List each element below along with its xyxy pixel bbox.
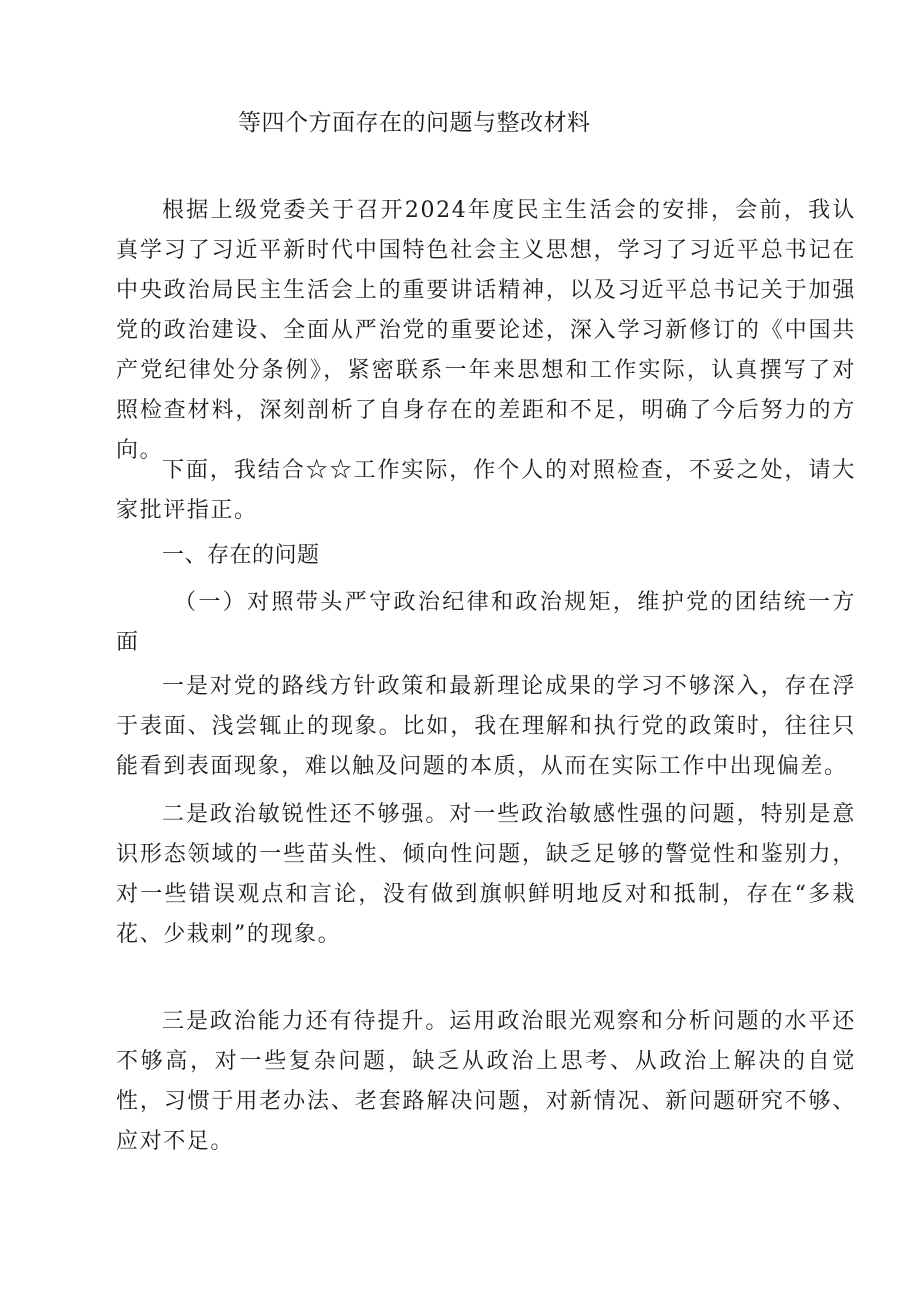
problem-item-2: 二是政治敏锐性还不够强。对一些政治敏感性强的问题，特别是意识形态领域的一些苗头性、倾向性问题，缺乏足够的警觉性和鉴别力，对一些错误观点和言论，没有做到旗帜鲜明地反对和抵制，存在“多栽花、少栽刺”的现象。 (116, 802, 856, 947)
problem-item-1: 一是对党的路线方针政策和最新理论成果的学习不够深入，存在浮于表面、浅尝辄止的现象。比如，我在理解和执行党的政策时，往往只能看到表面现象，难以触及问题的本质，从而在实际工作中出现偏差。 (116, 674, 856, 779)
statement-paragraph: 下面，我结合☆☆工作实际，作个人的对照检查，不妥之处，请大家批评指正。 (116, 458, 856, 523)
intro-paragraph: 根据上级党委关于召开2024年度民主生活会的安排，会前，我认真学习了习近平新时代中国特色社会主义思想，学习了习近平总书记在中央政治局民主生活会上的重要讲话精神，以及习近平总书记关于加强党的政治建设、全面从严治党的重要论述，深入学习新修订的《中国共产党纪律处分条例》，紧密联系一年来思想和工作实际，认真撰写了对照检查材料，深刻剖析了自身存在的差距和不足，明确了今后努力的方向。 (116, 198, 856, 463)
document-title: 等四个方面存在的问题与整改材料 (238, 110, 591, 136)
section-heading-problems: 一、存在的问题 (162, 543, 320, 568)
subsection-heading-political-discipline: （一）对照带头严守政治纪律和政治规矩，维护党的团结统一方面 (116, 590, 856, 655)
problem-item-3: 三是政治能力还有待提升。运用政治眼光观察和分析问题的水平还不够高，对一些复杂问题，缺乏从政治上思考、从政治上解决的自觉性，习惯于用老办法、老套路解决问题，对新情况、新问题研究不够、应对不足。 (116, 1009, 856, 1154)
